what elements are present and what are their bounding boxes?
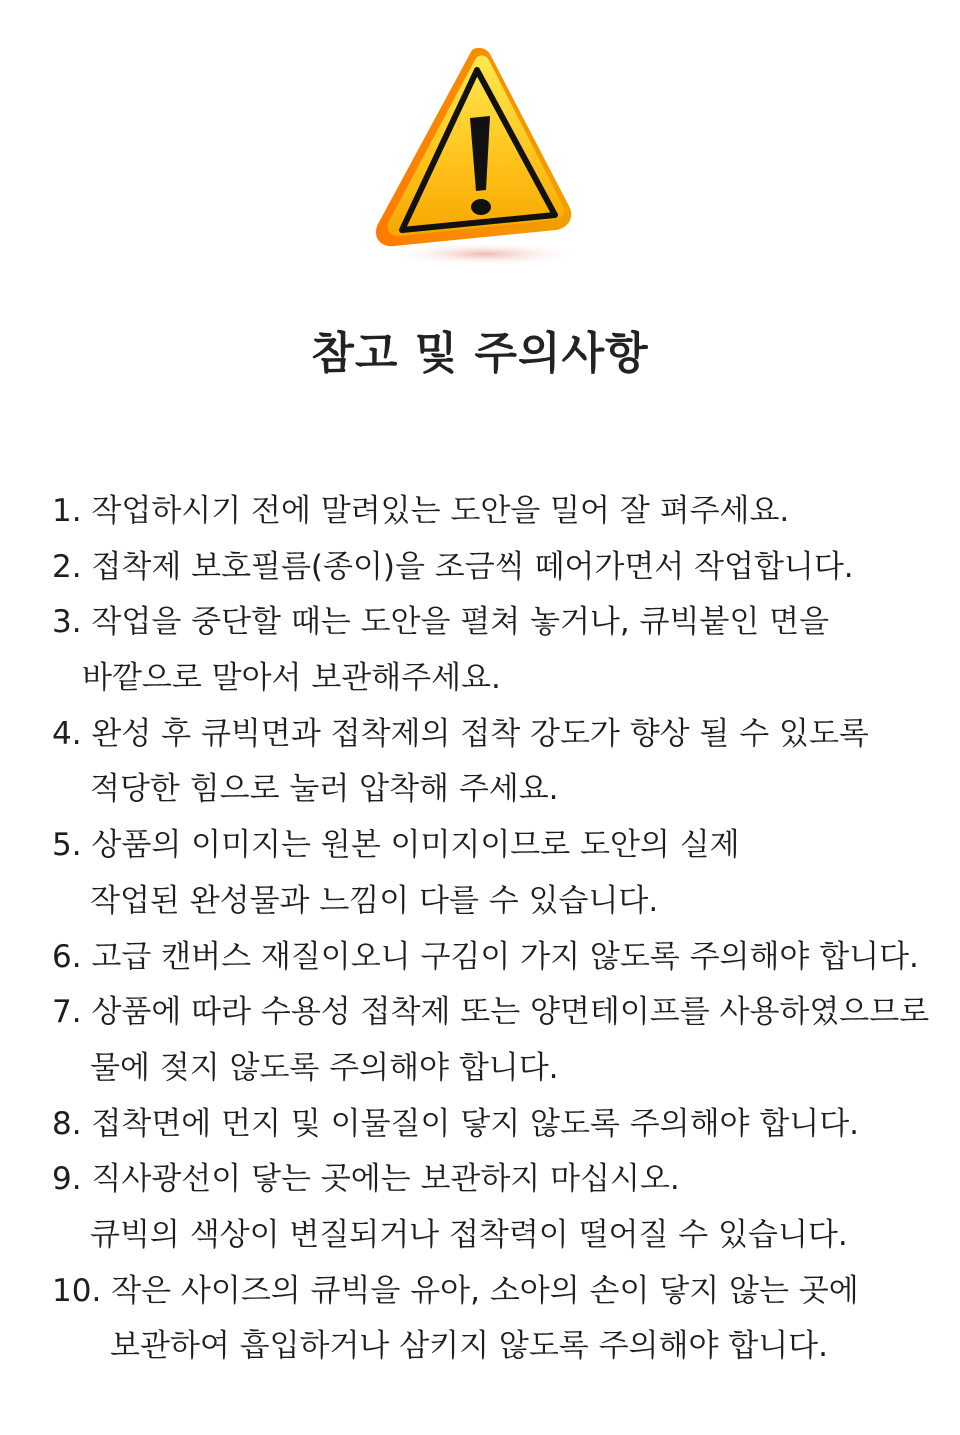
note-line: 8. 접착면에 먼지 및 이물질이 닿지 않도록 주의해야 합니다.: [52, 1105, 860, 1142]
note-line: 6. 고급 캔버스 재질이오니 구김이 가지 않도록 주의해야 합니다.: [52, 938, 919, 975]
warning-triangle-icon: [360, 40, 590, 270]
note-line-continued: 바깥으로 말아서 보관해주세요.: [82, 660, 501, 697]
note-line-continued: 물에 젖지 않도록 주의해야 합니다.: [90, 1049, 559, 1086]
note-line: 10. 작은 사이즈의 큐빅을 유아, 소아의 손이 닿지 않는 곳에: [52, 1272, 859, 1309]
note-line-continued: 큐빅의 색상이 변질되거나 접착력이 떨어질 수 있습니다.: [90, 1216, 848, 1253]
page-title: 참고 및 주의사항: [311, 328, 649, 379]
note-line: 7. 상품에 따라 수용성 접착제 또는 양면테이프를 사용하였으므로: [52, 994, 930, 1031]
note-line-continued: 보관하여 흡입하거나 삼키지 않도록 주의해야 합니다.: [110, 1328, 828, 1365]
notes-list: [52, 484, 942, 1375]
note-line: 1. 작업하시기 전에 말려있는 도안을 밀어 잘 펴주세요.: [52, 493, 790, 529]
note-line: 5. 상품의 이미지는 원본 이미지이므로 도안의 실제: [52, 827, 740, 864]
warning-icon: [360, 40, 590, 270]
note-line-continued: 작업된 완성물과 느낌이 다를 수 있습니다.: [90, 882, 659, 919]
note-line: 4. 완성 후 큐빅면과 접착제의 접착 강도가 향상 될 수 있도록: [52, 715, 869, 752]
note-line: 3. 작업을 중단할 때는 도안을 펼쳐 놓거나, 큐빅붙인 면을: [52, 604, 830, 641]
note-line-continued: 적당한 힘으로 눌러 압착해 주세요.: [90, 771, 559, 808]
note-line: 2. 접착제 보호필름(종이)을 조금씩 떼어가면서 작업합니다.: [52, 548, 854, 585]
note-line: 9. 직사광선이 닿는 곳에는 보관하지 마십시오.: [52, 1161, 680, 1198]
